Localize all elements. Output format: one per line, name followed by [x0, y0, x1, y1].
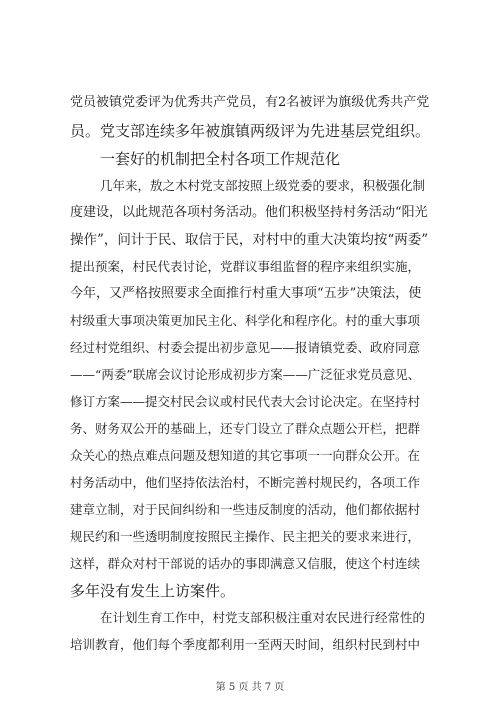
line-text: 培训教育，他们每个季度都利用一至两天时间，组织村民到村中	[70, 637, 421, 652]
line-text: 务、财务双公开的基础上，还专门设立了群众点题公开栏，把群	[70, 421, 421, 436]
paragraph-line	[0, 495, 500, 525]
paragraph-line	[0, 171, 500, 201]
line-text: 党员被镇党委评为优秀共产党员，有2名被评为旗级优秀共产党	[70, 95, 430, 110]
line-text: 几年来，敖之木村党支部按照上级党委的要求，积极强化制	[100, 178, 426, 193]
paragraph-line	[0, 333, 500, 363]
paragraph-line	[0, 414, 500, 444]
line-text: 操作”，问计于民、取信于民，对村中的重大决策均按“两委”	[70, 232, 429, 248]
paragraph-line	[0, 576, 500, 606]
paragraph-line	[0, 387, 500, 417]
paragraph-line	[0, 279, 500, 309]
line-text: ——“两委”联席会议讨论形成初步方案——广泛征求党员意见、	[70, 367, 421, 382]
paragraph-line	[0, 360, 500, 390]
line-text: 这样，群众对村干部说的话办的事即满意又信服，使这个村连续	[70, 556, 421, 571]
paragraph-line	[0, 630, 500, 660]
paragraph-line	[0, 522, 500, 552]
line-text: 员。党支部连续多年被旗镇两级评为先进基层党组织。	[70, 122, 431, 140]
paragraph-line	[0, 88, 500, 118]
paragraph-line	[0, 306, 500, 336]
line-text: 在计划生育工作中，村党支部积极注重对农民进行经常性的	[100, 610, 426, 625]
line-text: 建章立制，对于民间纠纷和一些违反制度的活动，他们都依据村	[70, 502, 421, 517]
line-text: 规民约和一些透明制度按照民主操作、民主把关的要求来进行，	[70, 529, 421, 544]
line-text: 提出预案，村民代表讨论，党群议事组监督的程序来组织实施，	[70, 259, 421, 274]
paragraph-line	[0, 468, 500, 498]
paragraph-line	[0, 198, 500, 228]
paragraph-line	[0, 225, 500, 255]
line-text: 村务活动中，他们坚持依法治村，不断完善村规民约，各项工作	[70, 475, 421, 490]
paragraph-line	[0, 441, 500, 471]
section-heading	[0, 144, 500, 174]
paragraph-line	[0, 549, 500, 579]
line-text: 今年，又严格按照要求全面推行村重大事项“五步”决策法，使	[70, 286, 422, 301]
paragraph-line	[0, 603, 500, 633]
page-number-footer: 第 5 页 共 7 页	[215, 682, 285, 693]
paragraph-line	[0, 116, 500, 146]
heading-text: 一套好的机制把全村各项工作规范化	[100, 150, 341, 168]
line-text: 众关心的热点难点问题及想知道的其它事项一一向群众公开。在	[70, 448, 421, 463]
paragraph-line	[0, 252, 500, 282]
line-text: 村级重大事项决策更加民主化、科学化和程序化。村的重大事项	[70, 313, 421, 328]
line-text: 修订方案——提交村民会议或村民代表大会讨论决定。在坚持村	[70, 394, 421, 409]
line-text: 经过村党组织、村委会提出初步意见——报请镇党委、政府同意	[70, 340, 421, 355]
line-text: 度建设，以此规范各项村务活动。他们积极坚持村务活动“阳光	[70, 205, 428, 220]
line-text: 多年没有发生上访案件。	[70, 582, 236, 600]
